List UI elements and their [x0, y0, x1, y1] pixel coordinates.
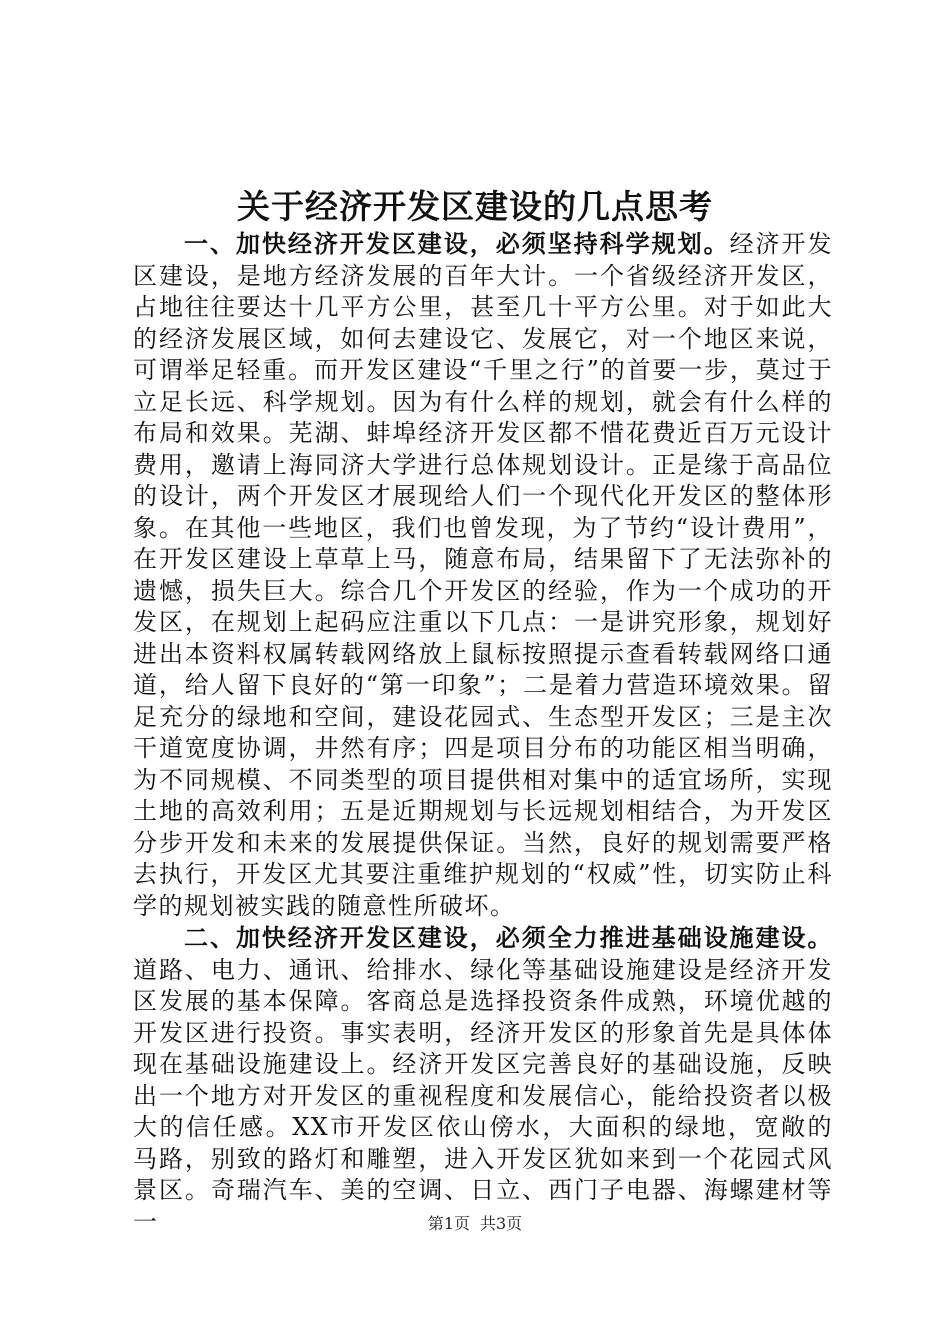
paragraph-1-heading: 一、加快经济开发区建设，必须坚持科学规划。 [184, 229, 730, 258]
paragraph-1 [133, 228, 833, 922]
paragraph-2-text: 道路、电力、通讯、给排水、绿化等基础设施建设是经济开发区发展的基本保障。客商总是选择投资条件成熟，环境优越的开发区进行投资。事实表明，经济开发区的形象首先是具体体现在基础设施建设上。经济开发区完善良好的基础设施，反映出一个地方对开发区的重视程度和发展信心，能给投资者以极大的信任感。XX市开发区依山傍水，大面积的绿地，宽敞的马路，别致的路灯和雕塑，进入开发区犹如来到一个花园式风景区。奇瑞汽车、美的空调、日立、西门子电器、海螺建材等一 [133, 955, 833, 1236]
document-title: 关于经济开发区建设的几点思考 [237, 187, 713, 226]
page-footer [0, 1214, 950, 1234]
paragraph-2 [133, 922, 833, 1238]
page-number: 第1页 [427, 1214, 470, 1233]
page-total: 共3页 [480, 1214, 523, 1233]
paragraph-2-heading: 二、加快经济开发区建设，必须全力推进基础设施建设。 [184, 923, 833, 952]
paragraph-1-text: 经济开发区建设，是地方经济发展的百年大计。一个省级经济开发区，占地往往要达十几平方公里，甚至几十平方公里。对于如此大的经济发展区域，如何去建设它、发展它，对一个地区来说，可谓举足轻重。而开发区建设“千里之行”的首要一步，莫过于立足长远、科学规划。因为有什么样的规划，就会有什么样的布局和效果。芜湖、蚌埠经济开发区都不惜花费近百万元设计费用，邀请上海同济大学进行总体规划设计。正是缘于高品位的设计，两个开发区才展现给人们一个现代化开发区的整体形象。在其他一些地区，我们也曾发现，为了节约“设计费用”，在开发区建设上草草上马，随意布局，结果留下了无法弥补的遗憾，损失巨大。综合几个开发区的经验，作为一个成功的开发区，在规划上起码应注重以下几点：一是讲究形象，规划好进出本资料权属转载网络放上鼠标按照提示查看转载网络口通道，给人留下良好的“第一印象”；二是着力营造环境效果。留足充分的绿地和空间，建设花园式、生态型开发区；三是主次干道宽度协调，井然有序；四是项目分布的功能区相当明确，为不同规模、不同类型的项目提供相对集中的适宜场所，实现土地的高效利用；五是近期规划与长远规划相结合，为开发区分步开发和未来的发展提供保证。当然，良好的规划需要严格去执行，开发区尤其要注重维护规划的“权威”性，切实防止科学的规划被实践的随意性所破坏。 [133, 230, 833, 920]
document-body [133, 228, 833, 1238]
